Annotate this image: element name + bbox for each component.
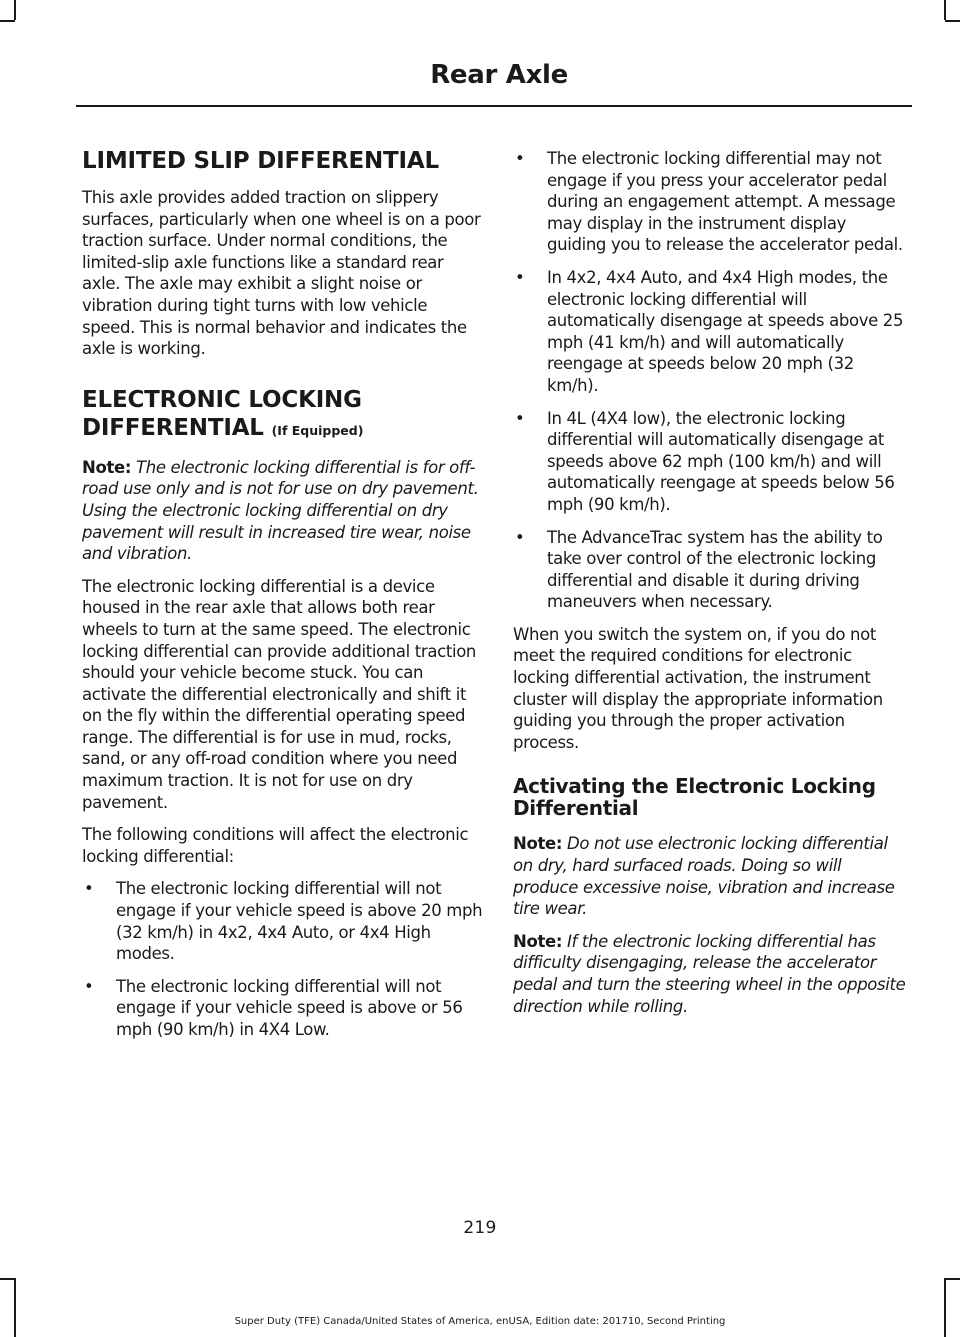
list-item-text: The AdvanceTrac system has the ability to take over control of the electronic locking differential and disable it during driving maneuvers when necessary. xyxy=(547,527,883,612)
heading-line2: DIFFERENTIAL xyxy=(82,414,264,441)
list-item-text: In 4x2, 4x4 Auto, and 4x4 High modes, the electronic locking differential will automatically disengage at speeds above 25 mph (41 km/h) and will automatically reengage at speeds below 20 mph (32 km/h). xyxy=(547,267,904,395)
crop-mark-top-left-horizontal xyxy=(0,20,15,22)
locking-diff-description: The electronic locking differential is a device housed in the rear axle that allows both rear wheels to turn at the same speed. The electronic locking differential can provide additional traction should your vehicle become stuck. You can activate the differential electronically and shift it on the fly within the differential operating speed range. The differential is for use in mud, rocks, sand, or any off-road condition where you need maximum traction. It is not for use on dry pavement. xyxy=(82,576,477,812)
header-divider xyxy=(76,105,912,107)
note-text: If the electronic locking differential has difficulty disengaging, release the accelerator pedal and turn the steering wheel in the opposite direction while rolling. xyxy=(513,931,906,1016)
conditions-list-right xyxy=(513,148,909,613)
page-header-title: Rear Axle xyxy=(430,60,568,90)
crop-mark-top-right-horizontal xyxy=(945,20,960,22)
list-item-text: The electronic locking differential will not engage if your vehicle speed is above 20 mph (32 km/h) in 4x2, 4x4 Auto, or 4x4 High modes. xyxy=(116,879,483,964)
note-dry-roads xyxy=(513,833,909,919)
activation-info-paragraph: When you switch the system on, if you do not meet the required conditions for electronic locking differential activation, the instrument cluster will display the appropriate information guiding you through the proper activation process. xyxy=(513,624,883,752)
limited-slip-paragraph: This axle provides added traction on slippery surfaces, particularly when one wheel is on a poor traction surface. Under normal conditions, the limited-slip axle functions like a standard rear axle. The axle may exhibit a slight noise or vibration during tight turns with low vehicle speed. This is normal behavior and indicates the axle is working. xyxy=(82,188,481,359)
list-item-text: In 4L (4X4 low), the electronic locking differential will automatically disengage at speeds above 62 mph (100 km/h) and will automatically reengage at speeds below 56 mph (90 km/h). xyxy=(547,408,895,514)
bullet-icon: • xyxy=(84,879,94,899)
list-item-text: The electronic locking differential will not engage if your vehicle speed is above or 56 mph (90 km/h) in 4X4 Low. xyxy=(116,976,463,1039)
left-column xyxy=(82,147,484,1052)
list-item xyxy=(513,527,909,613)
section-heading-electronic-locking xyxy=(82,386,484,445)
bullet-icon: • xyxy=(515,149,525,168)
crop-mark-top-left-vertical xyxy=(14,0,16,20)
list-item xyxy=(82,878,484,964)
bullet-icon: • xyxy=(515,267,525,287)
note-text: Do not use electronic locking differential on dry, hard surfaced roads. Doing so will produce excessive noise, vibration and increase tire wear. xyxy=(513,834,895,919)
page-number: 219 xyxy=(463,1218,497,1238)
section-heading-limited-slip: LIMITED SLIP DIFFERENTIAL xyxy=(82,148,439,174)
bullet-icon: • xyxy=(515,408,525,428)
conditions-list-left xyxy=(82,878,484,1040)
subsection-heading-activating: Activating the Electronic Locking Differential xyxy=(513,774,876,821)
note-label: Note: xyxy=(513,834,563,854)
heading-line1: ELECTRONIC LOCKING xyxy=(82,386,362,413)
list-item xyxy=(513,148,909,256)
note-off-road xyxy=(82,457,484,565)
crop-mark-bottom-left-horizontal xyxy=(0,1278,15,1280)
note-label: Note: xyxy=(513,931,563,951)
list-item xyxy=(513,267,909,397)
list-item xyxy=(82,976,484,1041)
conditions-intro: The following conditions will affect the electronic locking differential: xyxy=(82,825,469,866)
crop-mark-bottom-right-vertical xyxy=(944,1278,946,1337)
crop-mark-bottom-right-horizontal xyxy=(945,1278,960,1280)
bullet-icon: • xyxy=(515,527,525,547)
crop-mark-bottom-left-vertical xyxy=(14,1278,16,1337)
note-label: Note: xyxy=(82,457,132,477)
bullet-icon: • xyxy=(84,976,94,996)
crop-mark-top-right-vertical xyxy=(944,0,946,20)
if-equipped-tag: (If Equipped) xyxy=(271,422,364,438)
list-item xyxy=(513,408,909,516)
right-column xyxy=(513,148,909,1028)
note-text: The electronic locking differential is for off-road use only and is not for use on dry pavement. Using the electronic locking differential on dry pavement will result in increased tire wear, noise and vibration. xyxy=(82,457,479,564)
note-disengaging xyxy=(513,931,909,1017)
list-item-text: The electronic locking differential may not engage if you press your accelerator pedal during an engagement attempt. A message may display in the instrument display guiding you to release the accelerator pedal. xyxy=(547,149,903,255)
page-footer: Super Duty (TFE) Canada/United States of America, enUSA, Edition date: 201710, Second Printing xyxy=(234,1316,726,1327)
